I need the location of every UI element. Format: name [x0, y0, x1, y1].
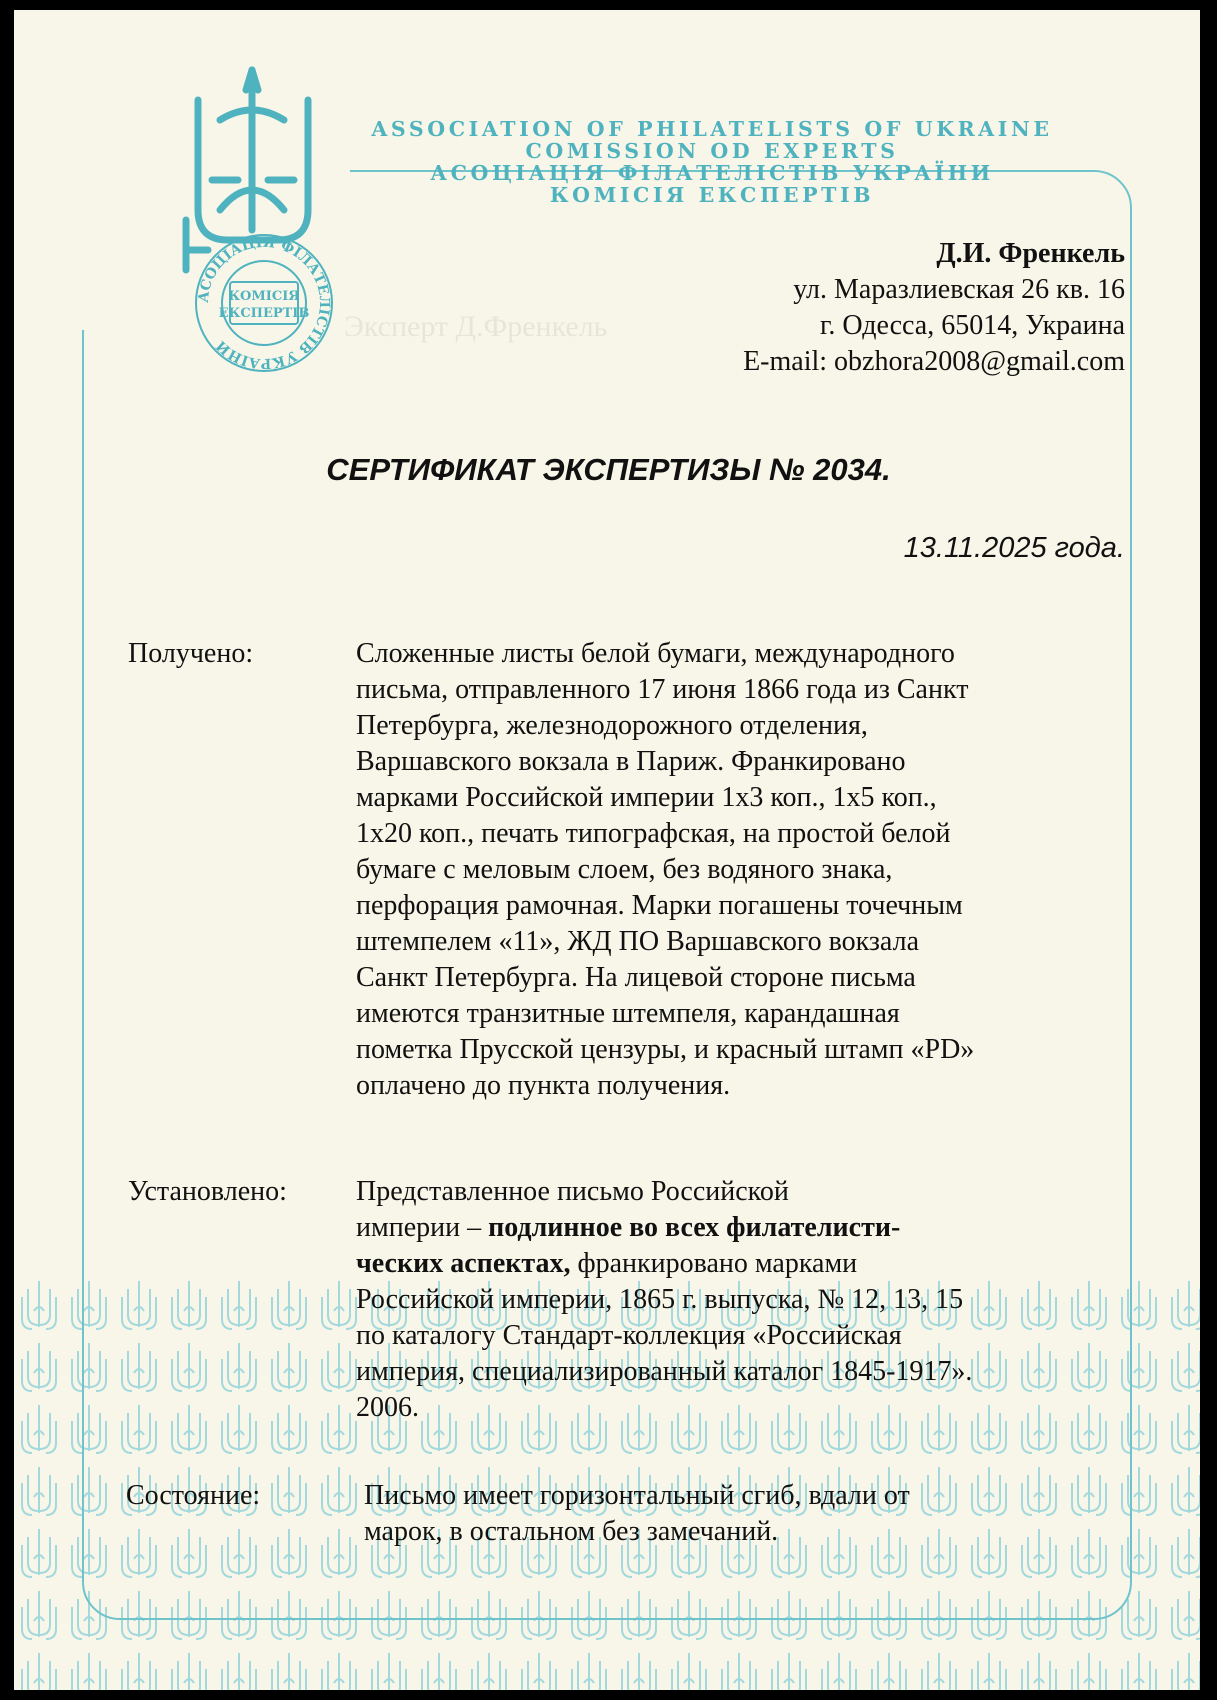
received-line: оплачено до пункта получения. [356, 1070, 731, 1101]
established-plain: империи – [356, 1212, 489, 1243]
established-line [356, 1210, 1096, 1246]
seal-inner-line2: ЕКСПЕРТІВ [218, 306, 310, 321]
address-city: г. Одесса, 65014, Украина [820, 310, 1125, 341]
org-line-en-2: COMISSION OD EXPERTS [525, 139, 899, 163]
seal-inner-line1: КОМІСІЯ [228, 289, 300, 304]
established-line: Российской империи, 1865 г. выпуска, № 12, 13, 15 [356, 1284, 964, 1315]
seal-outer-text: АСОЦІАЦІЯ ФІЛАТЕЛІСТІВ УКРАЇНИ [195, 234, 333, 372]
org-line-en-1: ASSOCIATION OF PHILATELISTS OF UKRAINE [371, 117, 1053, 141]
condition-line: Письмо имеет горизонтальный сгиб, вдали от [364, 1480, 910, 1511]
received-label: Получено: [128, 638, 254, 669]
condition-text [364, 1478, 1104, 1550]
condition-label: Состояние: [126, 1480, 261, 1511]
received-line: бумаге с меловым слоем, без водяного знака, [356, 854, 893, 885]
received-line: пометка Прусской цензуры, и красный штамп «PD» [356, 1034, 975, 1065]
organization-header [332, 118, 1092, 206]
established-label: Установлено: [128, 1176, 287, 1207]
received-line: перфорация рамочная. Марки погашены точечным [356, 890, 963, 921]
established-line: 2006. [356, 1392, 419, 1423]
org-line-ua-1: АСОЦІАЦІЯ ФІЛАТЕЛІСТІВ УКРАЇНИ [430, 161, 994, 185]
established-text [356, 1174, 1096, 1426]
established-line: империя, специализированный каталог 1845-1917». [356, 1356, 973, 1387]
established-bold: ческих аспектах, [356, 1248, 571, 1279]
expert-address [743, 236, 1125, 380]
received-line: марками Российской империи 1x3 коп., 1x5 коп., [356, 782, 937, 813]
expert-name: Д.И. Френкель [936, 238, 1125, 269]
received-line: Сложенные листы белой бумаги, международного [356, 638, 955, 669]
condition-line: марок, в остальном без замечаний. [364, 1516, 779, 1547]
received-line: штемпелем «11», ЖД ПО Варшавского вокзала [356, 926, 920, 957]
show-through-ghost: Эксперт Д.Френкель [344, 310, 608, 343]
established-line: Представленное письмо Российской [356, 1176, 789, 1207]
received-line: письма, отправленного 17 июня 1866 года из Санкт [356, 674, 969, 705]
received-line: Петербурга, железнодорожного отделения, [356, 710, 868, 741]
received-text [356, 636, 1096, 1104]
received-line: Варшавского вокзала в Париж. Франкировано [356, 746, 906, 777]
certificate-title: СЕРТИФИКАТ ЭКСПЕРТИЗЫ № 2034. [326, 452, 891, 487]
received-line: 1x20 коп., печать типографская, на простой белой [356, 818, 951, 849]
org-line-ua-2: КОМІСІЯ ЕКСПЕРТІВ [549, 183, 875, 207]
association-logo [168, 60, 338, 405]
address-email: E-mail: obzhora2008@gmail.com [743, 346, 1125, 377]
established-plain: франкировано марками [570, 1248, 858, 1279]
certificate-date: 13.11.2025 года. [903, 532, 1125, 564]
established-line: по каталогу Стандарт-коллекция «Российская [356, 1320, 902, 1351]
received-line: Санкт Петербурга. На лицевой стороне письма [356, 962, 916, 993]
established-line [356, 1246, 1096, 1282]
address-street: ул. Маразлиевская 26 кв. 16 [793, 274, 1125, 305]
received-line: имеются транзитные штемпеля, карандашная [356, 998, 900, 1029]
established-bold: подлинное во всех филателисти- [488, 1212, 901, 1243]
